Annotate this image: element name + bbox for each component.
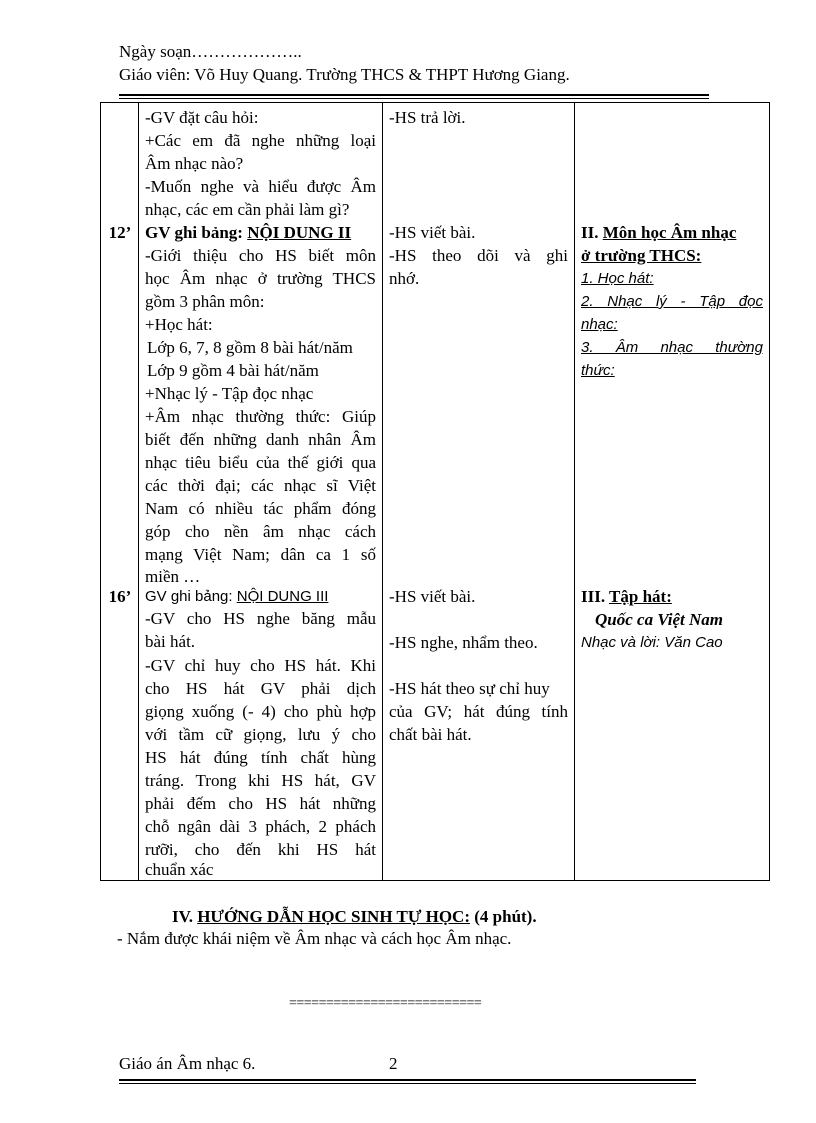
gv-line: Âm nhạc nào? (145, 154, 244, 173)
gv-line: -Muốn nghe và hiểu được Âm (145, 177, 376, 196)
section-ii-heading: II. Môn học Âm nhạc (581, 223, 737, 242)
teacher-activity-column (139, 103, 383, 881)
subject-singing: 1. Học hát: (581, 270, 654, 287)
hs-line: -HS viết bài. (389, 587, 476, 606)
time-12: 12’ (108, 223, 132, 242)
lesson-table (100, 102, 770, 881)
gv-line: nhạc tiêu biểu của thế giới qua (145, 453, 376, 472)
gv-line: học Âm nhạc ở trường THCS (145, 269, 376, 288)
content-heading-iii: NỘI DUNG III (236, 588, 329, 605)
header-rule (119, 94, 709, 96)
section-iii-heading: III. Tập hát: (581, 587, 672, 606)
hs-line: -HS theo dõi và ghi (389, 246, 568, 265)
subject-theory-cont: nhạc: (581, 316, 618, 333)
gv-line: gồm 3 phân môn: (145, 292, 265, 311)
gv-line: biết đến những danh nhân Âm (145, 430, 376, 449)
page-header (119, 40, 570, 86)
gv-line: -GV chỉ huy cho HS hát. Khi (145, 656, 376, 675)
gv-line: HS hát đúng tính chất hùng (145, 748, 376, 767)
gv-line: -Giới thiệu cho HS biết môn (145, 246, 376, 265)
gv-line: góp cho nền âm nhạc cách (145, 522, 376, 541)
content-column (575, 103, 770, 881)
subject-appreciation: 3. Âm nhạc thường (581, 339, 763, 356)
gv-line: chỗ ngân dài 3 phách, 2 phách (145, 817, 376, 836)
section-iv-heading: IV. HƯỚNG DẪN HỌC SINH TỰ HỌC: (4 phút). (172, 907, 537, 926)
gv-line: -GV đặt câu hỏi: (145, 108, 259, 127)
hs-line: chất bài hát. (389, 725, 472, 744)
footer-rule (119, 1079, 696, 1081)
gv-board-note: GV ghi bảng: NỘI DUNG III (145, 588, 329, 605)
gv-line: +Các em đã nghe những loại (145, 131, 376, 150)
gv-line: phải đếm cho HS hát những (145, 794, 376, 813)
hs-line: -HS viết bài. (389, 223, 476, 242)
student-activity-column (383, 103, 575, 881)
gv-board-note: GV ghi bảng: NỘI DUNG II (145, 223, 352, 242)
song-title: Quốc ca Việt Nam (595, 610, 723, 629)
time-column (101, 103, 139, 881)
hs-line: -HS hát theo sự chỉ huy (389, 679, 550, 698)
separator-line: ========================== (289, 996, 482, 1011)
gv-line: miền … (145, 567, 201, 586)
gv-line: tráng. Trong khi HS hát, GV (145, 771, 376, 790)
hs-line: -HS trả lời. (389, 108, 466, 127)
content-heading-ii: NỘI DUNG II (247, 223, 352, 242)
date-prepared: Ngày soạn……………….. (119, 42, 302, 61)
gv-line: +Nhạc lý - Tập đọc nhạc (145, 384, 314, 403)
section-ii-heading-cont: ở trường THCS: (581, 246, 702, 265)
gv-line: rưỡi, cho đến khi HS hát (145, 840, 376, 859)
subject-theory: 2. Nhạc lý - Tập đọc (581, 293, 763, 310)
hs-line: nhớ. (389, 269, 420, 288)
teacher-line: Giáo viên: Võ Huy Quang. Trường THCS & THPT Hương Giang. (119, 65, 570, 84)
gv-line: +Âm nhạc thường thức: Giúp (145, 407, 376, 426)
gv-line: mạng Việt Nam; dân ca 1 số (145, 545, 376, 564)
gv-line: chuẩn xác (145, 860, 214, 879)
gv-line: các thời đại; các nhạc sĩ Việt (145, 476, 376, 495)
hs-line: của GV; hát đúng tính (389, 702, 568, 721)
gv-line: cho HS hát GV phải dịch (145, 679, 376, 698)
table-row (101, 103, 770, 881)
gv-line: nhạc, các em cần phải làm gì? (145, 200, 350, 219)
footer-doc-title: Giáo án Âm nhạc 6. (119, 1054, 256, 1073)
section-iv-body: - Nắm được khái niệm về Âm nhạc và cách học Âm nhạc. (117, 929, 512, 948)
gv-line: +Học hát: (145, 315, 213, 334)
gv-line: Nam có nhiều tác phẩm đóng (145, 499, 376, 518)
gv-line: với tầm cữ giọng, lưu ý cho (145, 725, 376, 744)
subject-appreciation-cont: thức: (581, 362, 615, 379)
song-credits: Nhạc và lời: Văn Cao (581, 634, 723, 651)
hs-line: -HS nghe, nhẩm theo. (389, 633, 538, 652)
gv-line: giọng xuống (- 4) cho phù hợp (145, 702, 376, 721)
page-number: 2 (389, 1054, 398, 1073)
gv-line: Lớp 9 gồm 4 bài hát/năm (147, 361, 319, 380)
time-16: 16’ (108, 587, 132, 606)
gv-line: Lớp 6, 7, 8 gồm 8 bài hát/năm (147, 338, 353, 357)
gv-line: bài hát. (145, 632, 196, 651)
gv-line: -GV cho HS nghe băng mẫu (145, 609, 376, 628)
